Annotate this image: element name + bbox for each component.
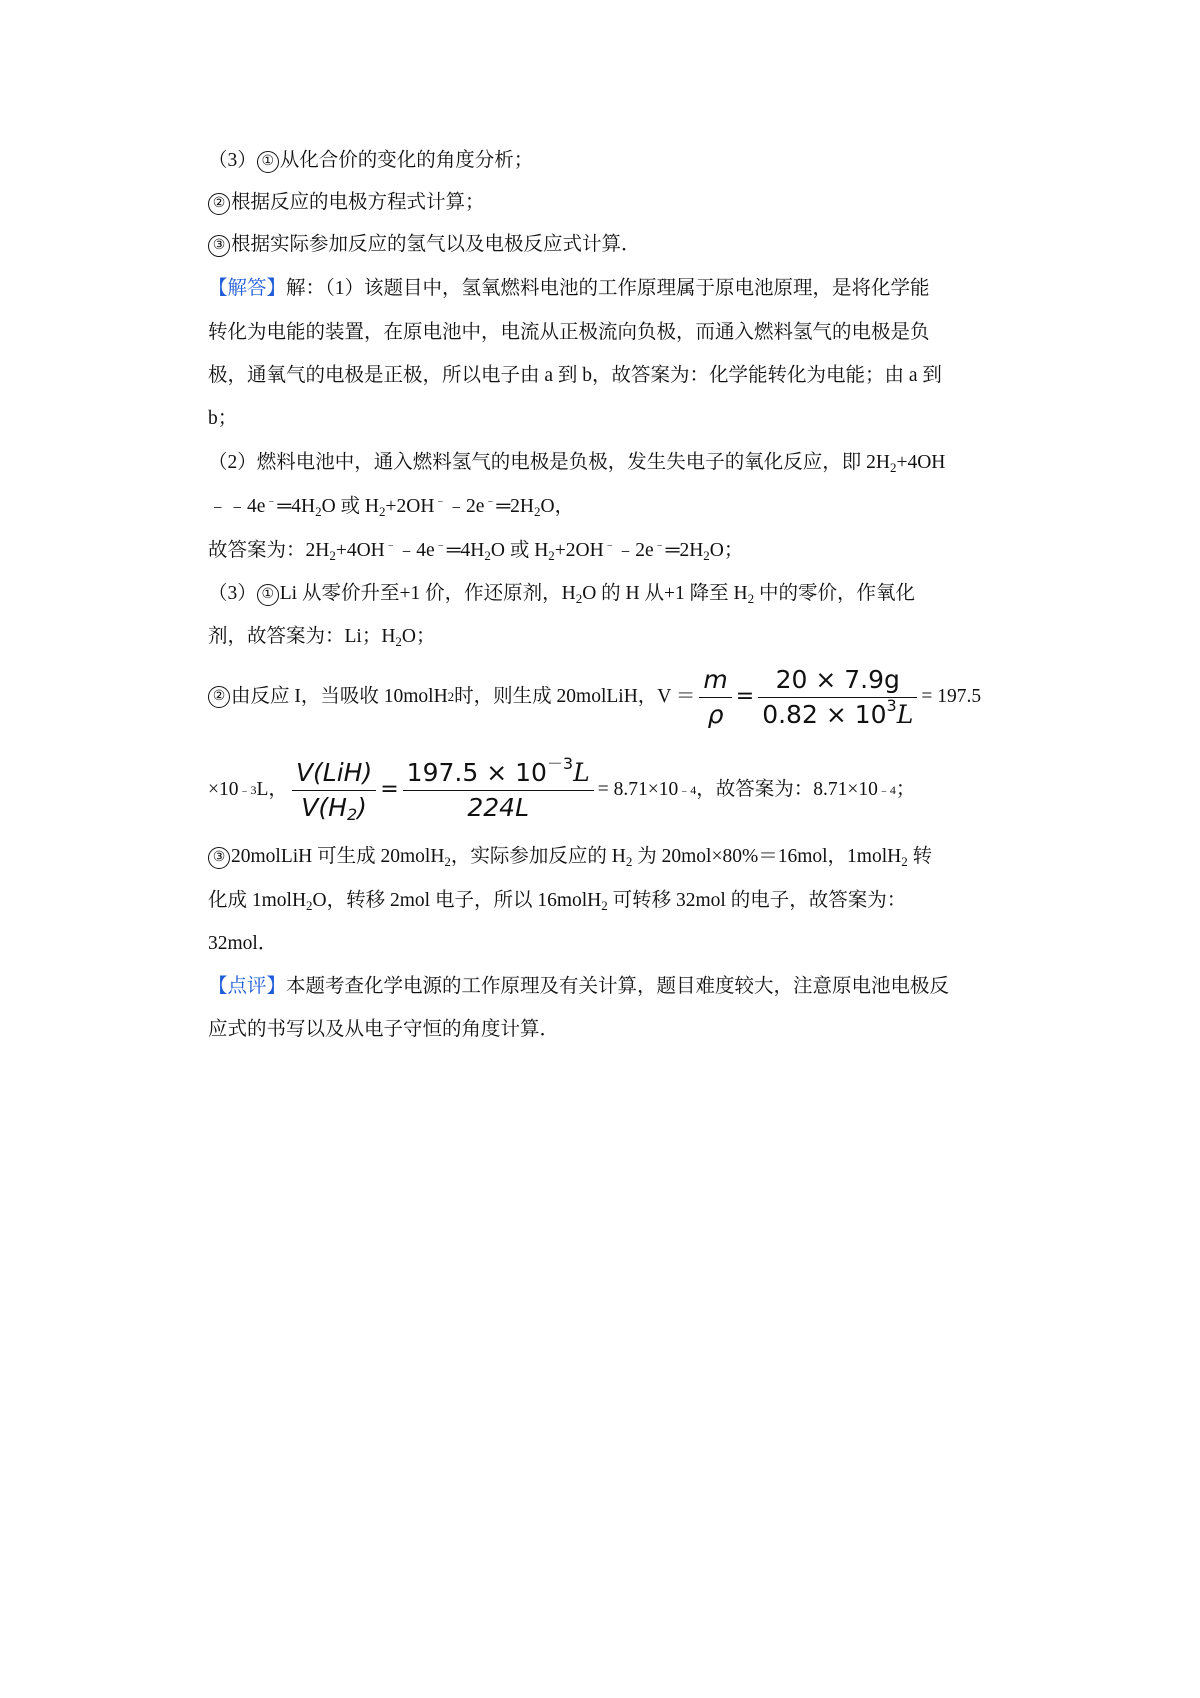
formula-line-volume: ② 由反应 I，当吸收 10molH 2 时，则生成 20molLiH，V ＝ $\frac{m}{\rho}$ = $\frac{20 \times 7.9g}{0.82 \times 10^3L}$ = 197.5	[208, 664, 981, 730]
analysis-text: 根据实际参加反应的氢气以及电极反应式计算．	[231, 234, 641, 255]
review-text: 应式的书写以及从电子守恒的角度计算．	[208, 1019, 560, 1040]
analysis-text: 从化合价的变化的角度分析；	[279, 150, 534, 171]
fraction-m-over-rho: $\frac{m}{\rho}$	[699, 663, 731, 732]
fraction-volume-values: $\frac{197.5 \times 10^{-3}L}{224L}$	[403, 756, 594, 825]
part2-line-3: 故答案为：$2H_2+4OH^﹣﹣4e^﹣═4H_2O$ 或 $H_2+2OH^﹣﹣2e^﹣═2H_2O$；	[208, 537, 744, 563]
review-line-2	[208, 1017, 559, 1043]
answer-line-1	[208, 276, 930, 302]
part3-line-3: ③ 20molLiH 可生成 20molH$_2$，实际参加反应的 $H_2$ 为 20mol×80%＝16mol，1molH$_2$ 转	[208, 844, 932, 870]
analysis-line-2	[208, 190, 485, 216]
circled-number: ①	[257, 584, 279, 606]
part3-line-4: 化成 1molH$_2$O，转移 2mol 电子，所以 16molH$_2$ 可转移 32mol 的电子，故答案为：	[208, 890, 907, 913]
answer-line-2	[208, 320, 930, 346]
answer-text: 解：（1）该题目中，氢氧燃料电池的工作原理属于原电池原理，是将化学能	[286, 278, 930, 299]
part3-line-5: 32mol．	[208, 933, 278, 954]
circled-number: ①	[257, 151, 279, 173]
analysis-line-1	[208, 148, 533, 174]
part3-line-2: 剂，故答案为：Li；$H_2O$；	[208, 626, 436, 649]
analysis-line-3	[208, 232, 641, 258]
answer-text: b；	[208, 408, 238, 429]
item-number: （3）	[208, 150, 257, 171]
review-line-1	[208, 974, 949, 1000]
circled-number: ③	[208, 235, 230, 257]
circled-number: ②	[208, 193, 230, 215]
analysis-text: 根据反应的电极方程式计算；	[231, 192, 485, 213]
answer-line-3	[208, 363, 942, 389]
part3-line-1: （3） ① Li 从零价升至+1 价，作还原剂，$H_2O$ 的 H 从+1 降至 $H_2$ 中的零价，作氧化	[208, 583, 915, 606]
circled-number: ②	[208, 686, 230, 708]
circled-number: ③	[208, 847, 230, 869]
fraction-volume-ratio: $\frac{\text{V(LiH)}}{V(H_2)}$	[292, 756, 376, 825]
part2-line-1: （2）燃料电池中，通入燃料氢气的电极是负极，发生失电子的氧化反应，即 $2H_2+4OH$	[208, 452, 946, 475]
formula-line-ratio: ×10 ﹣3 L， $\frac{\text{V(LiH)}}{V(H_2)}$ = $\frac{197.5 \times 10^{-3}L}{224L}$ = 8.71×10 ﹣4 ，故答案为：8.71×10 ﹣4 ；	[208, 753, 916, 824]
answer-tag: 【解答】	[208, 278, 287, 299]
answer-line-4	[208, 406, 237, 432]
review-text: 本题考查化学电源的工作原理及有关计算，题目难度较大，注意原电池电极反	[286, 976, 950, 997]
review-tag: 【点评】	[208, 976, 287, 997]
answer-text: 极，通氧气的电极是正极，所以电子由 a 到 b，故答案为：化学能转化为电能；由 a 到	[208, 365, 942, 386]
answer-text: 转化为电能的装置，在原电池中，电流从正极流向负极，而通入燃料氢气的电极是负	[208, 322, 930, 343]
fraction-mass-over-density: $\frac{20 \times 7.9g}{0.82 \times 10^3L}$	[758, 663, 917, 732]
part2-line-2: $﹣﹣4e^﹣═4H_2O$ 或 $H_2+2OH^﹣﹣2e^﹣═2H_2O$，	[208, 493, 575, 519]
